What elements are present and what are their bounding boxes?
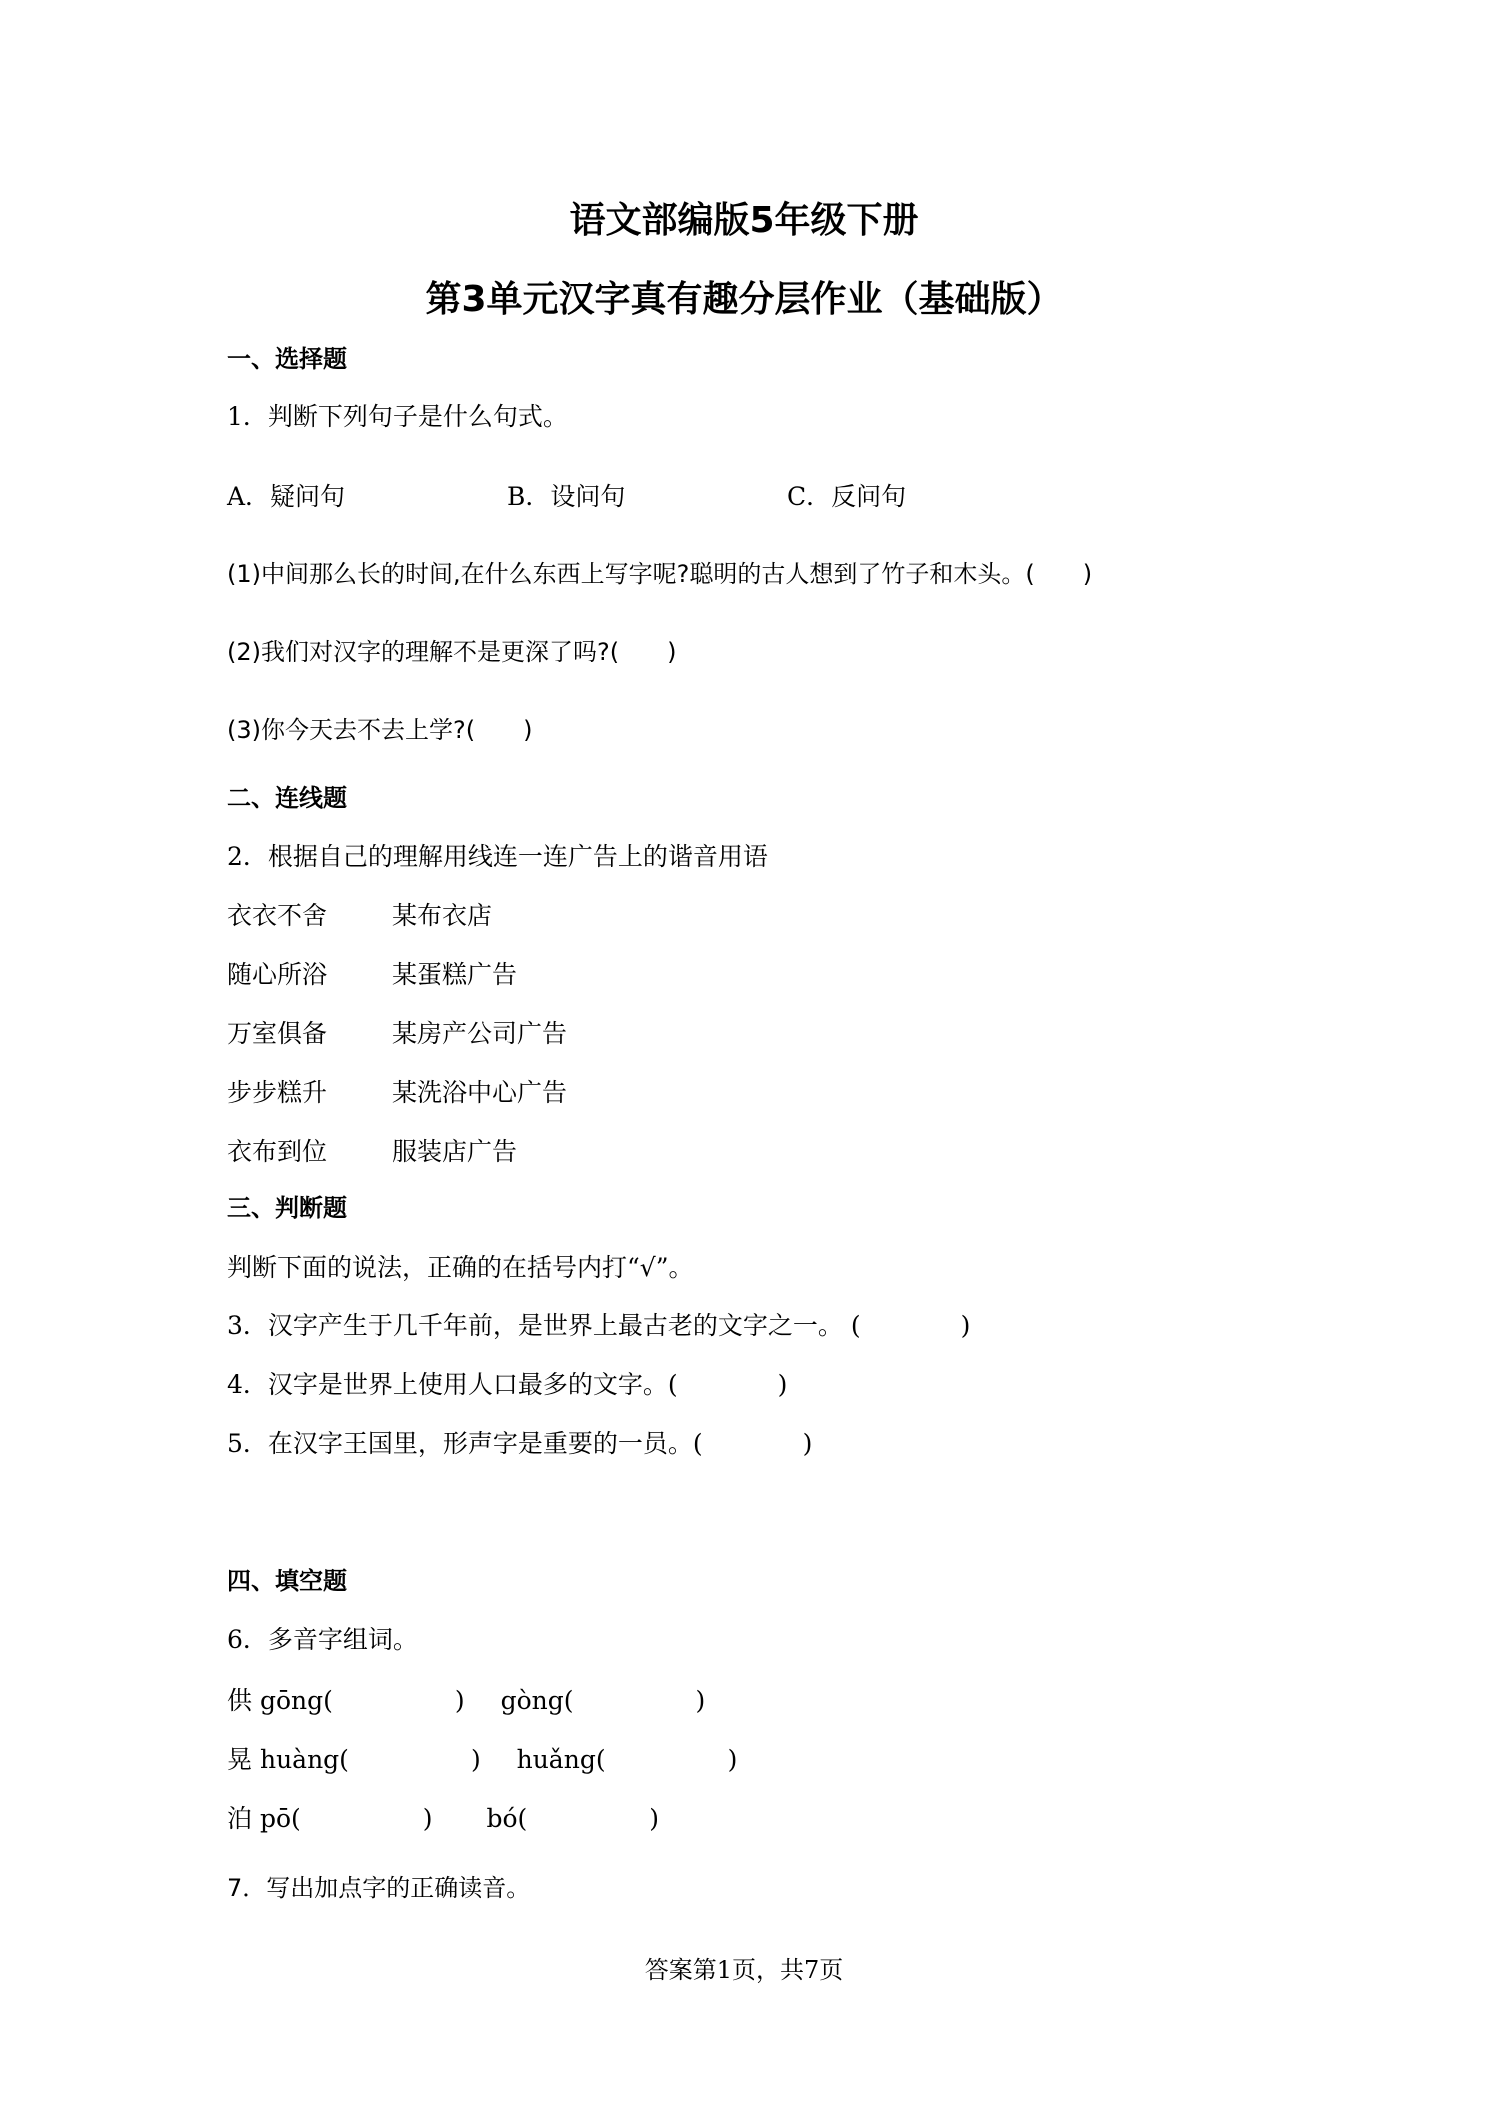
blank-close: )	[695, 1686, 706, 1715]
match-left-item: 步步糕升	[227, 1078, 328, 1107]
section-heading-fill: 四、填空题	[227, 1567, 347, 1595]
question-7: 7．写出加点字的正确读音。	[227, 1874, 531, 1902]
option-c: C．反问句	[787, 482, 907, 511]
pinyin-a: huàng(	[259, 1745, 349, 1774]
page-footer: 答案第1页，共7页	[644, 1956, 844, 1984]
polyphone-char: 供	[227, 1686, 253, 1715]
section-heading-choice: 一、选择题	[227, 345, 347, 373]
pinyin-b: gòng(	[500, 1686, 574, 1715]
match-left-item: 万室俱备	[227, 1019, 328, 1048]
pinyin-b: bó(	[486, 1804, 528, 1833]
page-subtitle: 第3单元汉字真有趣分层作业（基础版）	[425, 279, 1063, 320]
section-heading-judgement: 三、判断题	[227, 1194, 347, 1222]
match-left-item: 随心所浴	[227, 960, 328, 989]
polyphone-char: 晃	[227, 1745, 253, 1774]
polyphone-char: 泊	[227, 1804, 253, 1833]
blank-close: )	[454, 1686, 465, 1715]
polyphone-row-3	[227, 1806, 659, 1831]
match-right-item: 某洗浴中心广告	[392, 1078, 568, 1107]
section-heading-matching: 二、连线题	[227, 784, 347, 812]
blank-close: )	[649, 1804, 660, 1833]
pinyin-a: pō(	[259, 1804, 301, 1833]
choice-item-1: (1)中间那么长的时间,在什么东西上写字呢?聪明的古人想到了竹子和木头。( )	[227, 560, 1093, 588]
match-right-item: 某蛋糕广告	[392, 960, 518, 989]
blank-close: )	[727, 1745, 738, 1774]
question-3: 3．汉字产生于几千年前，是世界上最古老的文字之一。 ( )	[227, 1311, 971, 1340]
question-4: 4．汉字是世界上使用人口最多的文字。( )	[227, 1370, 788, 1399]
judgement-intro: 判断下面的说法，正确的在括号内打“√”。	[227, 1253, 694, 1282]
option-a: A．疑问句	[227, 482, 346, 511]
match-left-item: 衣衣不舍	[227, 901, 328, 930]
match-right-item: 服装店广告	[392, 1137, 518, 1166]
pinyin-b: huǎng(	[516, 1745, 606, 1774]
match-right-item: 某布衣店	[392, 901, 493, 930]
choice-item-3: (3)你今天去不去上学?( )	[227, 716, 533, 744]
question-6: 6．多音字组词。	[227, 1625, 418, 1654]
blank-close: )	[470, 1745, 481, 1774]
blank-close: )	[422, 1804, 433, 1833]
polyphone-row-1	[227, 1688, 705, 1713]
question-5: 5．在汉字王国里，形声字是重要的一员。( )	[227, 1429, 813, 1458]
page-title: 语文部编版5年级下册	[569, 200, 919, 241]
question-1: 1．判断下列句子是什么句式。	[227, 402, 568, 431]
choice-item-2: (2)我们对汉字的理解不是更深了吗?( )	[227, 638, 677, 666]
match-left-item: 衣布到位	[227, 1137, 328, 1166]
option-b: B．设问句	[507, 482, 626, 511]
polyphone-row-2	[227, 1747, 737, 1772]
pinyin-a: gōng(	[259, 1686, 333, 1715]
question-2: 2．根据自己的理解用线连一连广告上的谐音用语	[227, 842, 768, 871]
match-right-item: 某房产公司广告	[392, 1019, 568, 1048]
